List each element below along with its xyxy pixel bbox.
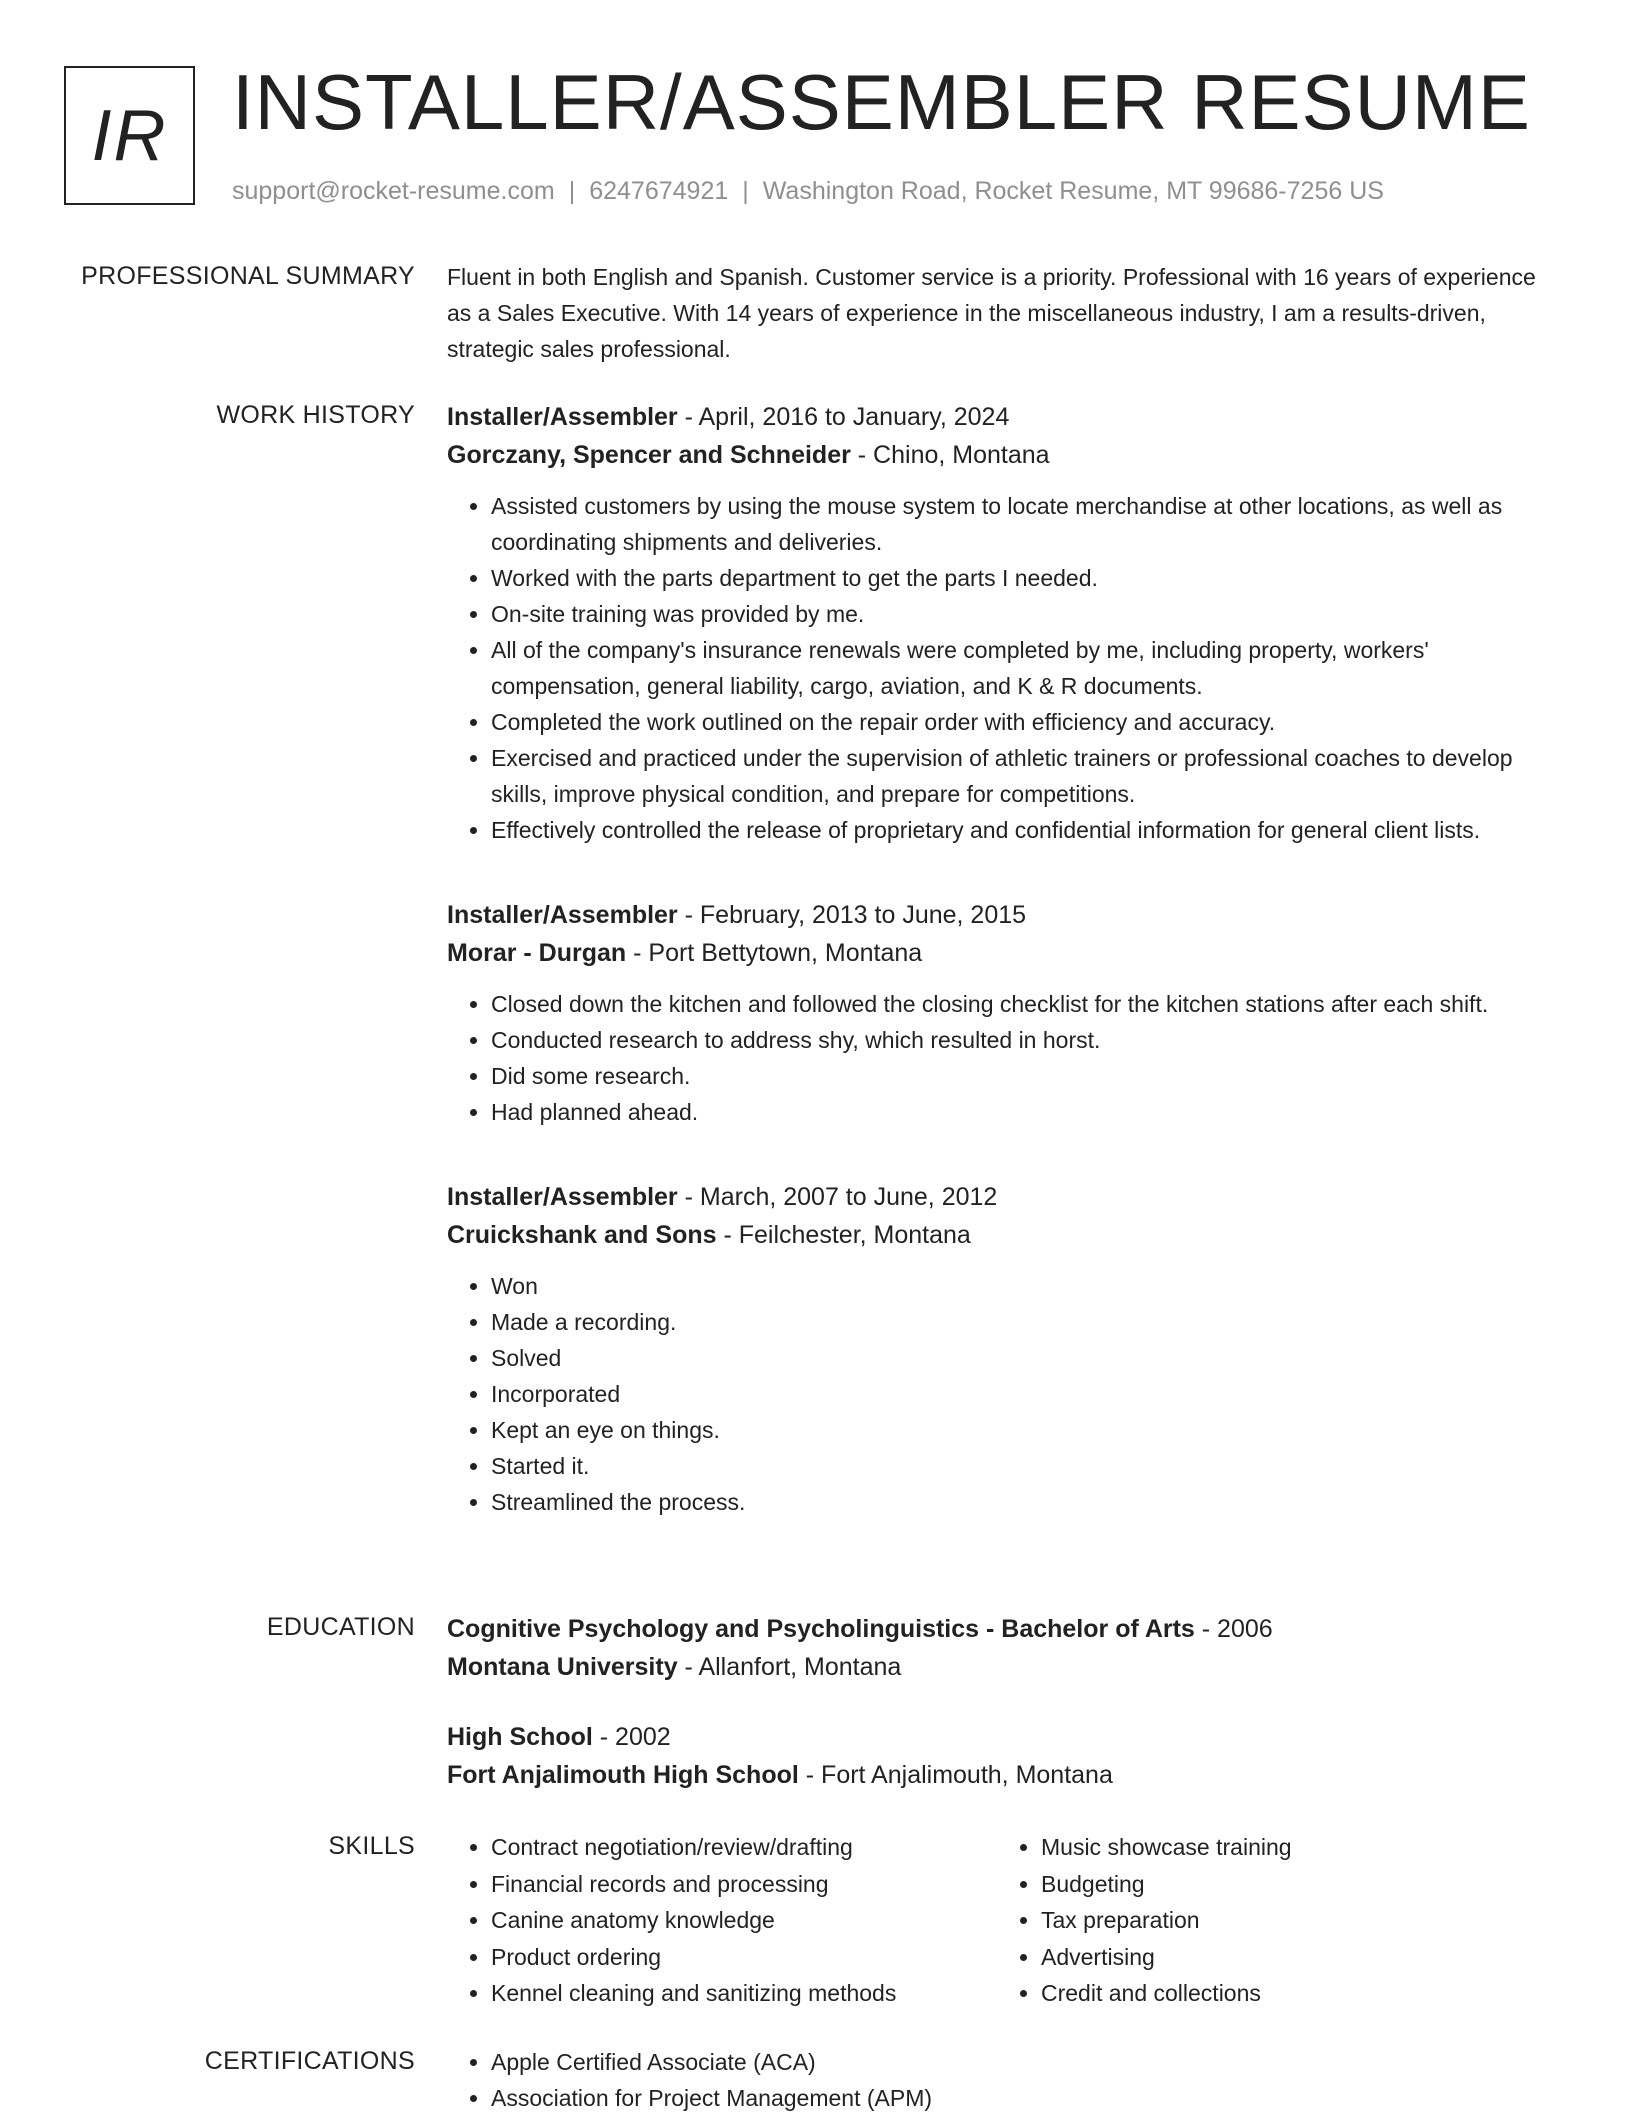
job-entry xyxy=(447,1178,1562,1520)
job-title-line xyxy=(447,1178,1562,1216)
skill-item: • Product ordering xyxy=(491,1939,997,1976)
job-location: - Feilchester, Montana xyxy=(716,1221,971,1249)
job-entry xyxy=(447,896,1562,1130)
skill-item: • Contract negotiation/review/drafting xyxy=(491,1829,997,1866)
education-degree: High School xyxy=(447,1723,593,1751)
education-location: - Fort Anjalimouth, Montana xyxy=(798,1761,1113,1789)
job-title: Installer/Assembler xyxy=(447,1183,678,1211)
education-degree-line xyxy=(447,1610,1562,1648)
skill-item: • Kennel cleaning and sanitizing methods xyxy=(491,1975,997,2012)
skill-item: • Canine anatomy knowledge xyxy=(491,1902,997,1939)
job-title-line xyxy=(447,398,1562,436)
work-entries xyxy=(447,398,1562,1520)
contact-separator: | xyxy=(568,177,576,205)
list-item: • Did some research. xyxy=(491,1058,1562,1094)
job-bullets xyxy=(447,1268,1562,1520)
contact-email[interactable]: support@rocket-resume.com xyxy=(232,177,555,205)
list-item: • Conducted research to address shy, which resulted in horst. xyxy=(491,1022,1562,1058)
education-entry xyxy=(447,1718,1562,1794)
list-item: • Assisted customers by using the mouse system to locate merchandise at other locations, as well as coordinating shipments and deliveries. xyxy=(491,488,1562,560)
list-item: • Exercised and practiced under the supervision of athletic trainers or professional coaches to develop skills, improve physical condition, and prepare for competitions. xyxy=(491,740,1562,812)
section-label: EDUCATION xyxy=(266,1613,415,1641)
job-company: Morar - Durgan xyxy=(447,939,627,967)
section-label: PROFESSIONAL SUMMARY xyxy=(81,262,415,290)
education-school: Montana University xyxy=(447,1653,678,1681)
contact-line xyxy=(232,174,1384,208)
contact-separator: | xyxy=(742,177,749,205)
contact-address: Washington Road, Rocket Resume, MT 99686-7256 US xyxy=(762,177,1384,205)
education-school-line xyxy=(447,1756,1562,1794)
job-location: - Port Bettytown, Montana xyxy=(626,939,923,967)
job-company: Gorczany, Spencer and Schneider xyxy=(447,441,851,469)
education-school-line xyxy=(447,1648,1562,1686)
skills-column-left xyxy=(447,1829,997,2012)
education-location: - Allanfort, Montana xyxy=(677,1653,902,1681)
list-item: • Completed the work outlined on the repair order with efficiency and accuracy. xyxy=(491,704,1562,740)
certification-item: • Apple Certified Associate (ACA) xyxy=(491,2044,1562,2080)
education-year: - 2006 xyxy=(1194,1615,1273,1643)
job-title: Installer/Assembler xyxy=(447,901,678,929)
list-item: • Started it. xyxy=(491,1448,1562,1484)
section-label: SKILLS xyxy=(328,1832,415,1860)
resume-title: INSTALLER/ASSEMBLER RESUME xyxy=(232,58,1531,146)
education-school: Fort Anjalimouth High School xyxy=(447,1761,799,1789)
list-item: • Closed down the kitchen and followed the closing checklist for the kitchen stations after each shift. xyxy=(491,986,1562,1022)
skills-list xyxy=(997,1829,1547,2012)
education-entry xyxy=(447,1610,1562,1686)
skill-item: • Financial records and processing xyxy=(491,1866,997,1903)
skill-item: • Tax preparation xyxy=(1041,1902,1547,1939)
skill-item: • Budgeting xyxy=(1041,1866,1547,1903)
certification-item: • Association for Project Management (APM) xyxy=(491,2080,1562,2116)
education-year: - 2002 xyxy=(592,1723,671,1751)
job-company: Cruickshank and Sons xyxy=(447,1221,717,1249)
skill-item: • Credit and collections xyxy=(1041,1975,1547,2012)
list-item: • Effectively controlled the release of proprietary and confidential information for general client lists. xyxy=(491,812,1562,848)
list-item: • Solved xyxy=(491,1340,1562,1376)
job-dates: - February, 2013 to June, 2015 xyxy=(677,901,1027,929)
job-company-line xyxy=(447,436,1562,474)
job-bullets xyxy=(447,986,1562,1130)
education-degree: Cognitive Psychology and Psycholinguistics - Bachelor of Arts xyxy=(447,1615,1195,1643)
job-dates: - April, 2016 to January, 2024 xyxy=(677,403,1010,431)
section-label: CERTIFICATIONS xyxy=(204,2047,415,2075)
job-company-line xyxy=(447,1216,1562,1254)
job-title-line xyxy=(447,896,1562,934)
job-dates: - March, 2007 to June, 2012 xyxy=(677,1183,998,1211)
job-entry xyxy=(447,398,1562,848)
job-title: Installer/Assembler xyxy=(447,403,678,431)
list-item: • Incorporated xyxy=(491,1376,1562,1412)
certifications-list xyxy=(447,2044,1562,2116)
job-location: - Chino, Montana xyxy=(850,441,1050,469)
job-company-line xyxy=(447,934,1562,972)
skill-item: • Advertising xyxy=(1041,1939,1547,1976)
list-item: • Streamlined the process. xyxy=(491,1484,1562,1520)
list-item: • On-site training was provided by me. xyxy=(491,596,1562,632)
list-item: • Worked with the parts department to get the parts I needed. xyxy=(491,560,1562,596)
list-item: • Made a recording. xyxy=(491,1304,1562,1340)
contact-phone[interactable]: 6247674921 xyxy=(589,177,729,205)
list-item: • Won xyxy=(491,1268,1562,1304)
monogram-text: IR xyxy=(91,95,168,176)
education-degree-line xyxy=(447,1718,1562,1756)
list-item: • Kept an eye on things. xyxy=(491,1412,1562,1448)
monogram-badge xyxy=(64,66,195,205)
list-item: • All of the company's insurance renewals were completed by me, including property, workers' compensation, general liability, cargo, aviation, and K & R documents. xyxy=(491,632,1562,704)
skill-item: • Music showcase training xyxy=(1041,1829,1547,1866)
summary-text: Fluent in both English and Spanish. Customer service is a priority. Professional with 16 years of experience as a Sales Executive. With 14 years of experience in the miscellaneous industry, I am a results-driven, strategic sales professional. xyxy=(447,264,1536,362)
section-label: WORK HISTORY xyxy=(216,401,415,429)
job-bullets xyxy=(447,488,1562,848)
list-item: • Had planned ahead. xyxy=(491,1094,1562,1130)
skills-column-right xyxy=(997,1829,1547,2012)
skills-list xyxy=(447,1829,997,2012)
